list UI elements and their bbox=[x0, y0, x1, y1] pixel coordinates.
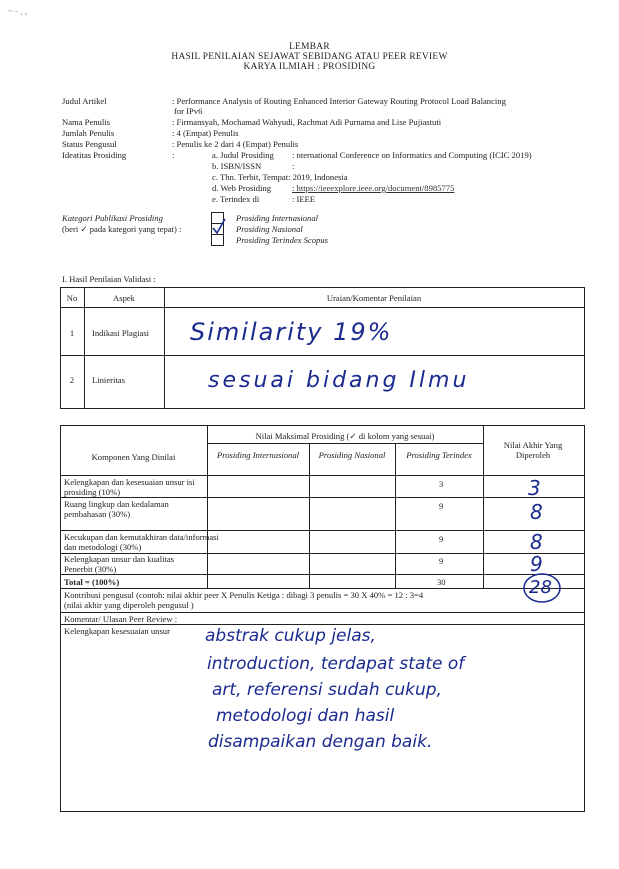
komentar-line5: disampaikan dengan baik. bbox=[208, 732, 433, 752]
komentar-sub: Kelengkapan kesesuaian unsur bbox=[64, 626, 170, 636]
nilai-sub-nasional: Prosiding Nasional bbox=[318, 450, 386, 460]
nilai-sub-terindex: Prosiding Terindex bbox=[406, 450, 472, 460]
option-terindex-scopus: Prosiding Terindex Scopus bbox=[236, 235, 328, 245]
value-nama-penulis: : Firmansyah, Mochamad Wahyudi, Rachmat Adi Purnama and Lise Pujiastuti bbox=[172, 117, 442, 127]
sub-key-b: b. ISBN/ISSN bbox=[212, 161, 262, 171]
nilai-row1-komponen: Kelengkapan dan kesesuaian unsur isi prosiding (10%) bbox=[64, 477, 195, 497]
value-jumlah-penulis: : 4 (Empat) Penulis bbox=[172, 128, 239, 138]
komentar-line4: metodologi dan hasil bbox=[216, 706, 395, 726]
sub-key-c: c. Thn. Terbit, Tempat: 2019, Indonesia bbox=[212, 172, 348, 182]
label-judul: Judul Artikel bbox=[62, 96, 107, 106]
validasi-row2-no: 2 bbox=[69, 375, 75, 385]
nilai-col-maks: Nilai Maksimal Prosiding (✓ di kolom yang sesuai) bbox=[255, 431, 435, 441]
label-jumlah-penulis: Jumlah Penulis bbox=[62, 128, 115, 138]
handwritten-linieritas: sesuai bidang Ilmu bbox=[208, 368, 470, 393]
checkbox-terindex-scopus[interactable] bbox=[211, 234, 224, 246]
nilai-row1-akhir: 3 bbox=[528, 476, 541, 500]
validasi-col-aspek: Aspek bbox=[113, 293, 135, 303]
kontribusi-text2: (nilai akhir yang diperoleh pengusul ) bbox=[64, 600, 194, 610]
validasi-row1-aspek: Indikasi Plagiasi bbox=[92, 328, 150, 338]
nilai-total-terindex: 30 bbox=[437, 577, 446, 587]
nilai-row1-terindex: 3 bbox=[439, 479, 444, 489]
nilai-col-akhir: Nilai Akhir Yang Diperoleh bbox=[503, 440, 563, 460]
sub-val-b: : bbox=[292, 161, 295, 171]
value-judul-cont: for IPv6 bbox=[174, 106, 203, 116]
header-line1: LEMBAR bbox=[289, 42, 330, 52]
nilai-row2-terindex: 9 bbox=[439, 501, 444, 511]
validasi-title: I. Hasil Penilaian Validasi : bbox=[62, 274, 156, 284]
nilai-row4-komponen: Kelengkapan unsur dan kualitas Penerbit (30%) bbox=[64, 554, 175, 574]
label-status: Status Pengusul bbox=[62, 139, 117, 149]
sub-val-e: : IEEE bbox=[292, 194, 316, 204]
value-judul: : Performance Analysis of Routing Enhanced Interior Gateway Routing Protocol Load Balancing bbox=[172, 96, 506, 106]
sub-key-e: e. Terindex di bbox=[212, 194, 260, 204]
validasi-row2-aspek: Linieritas bbox=[92, 375, 125, 385]
komentar-line3: art, referensi sudah cukup, bbox=[212, 680, 442, 700]
komentar-label: Komentar/ Ulasan Peer Review : bbox=[64, 614, 178, 624]
value-status: : Penulis ke 2 dari 4 (Empat) Penulis bbox=[172, 139, 299, 149]
web-prosiding-link[interactable]: : https://ieeexplore.ieee.org/document/8985775 bbox=[292, 183, 455, 193]
sub-val-a: : nternational Conference on Informatics and Computing (ICIC 2019) bbox=[292, 150, 532, 160]
validasi-row1-no: 1 bbox=[69, 328, 75, 338]
option-internasional: Prosiding Internasional bbox=[236, 213, 319, 223]
nilai-sub-internasional: Prosiding Internasional bbox=[216, 450, 300, 460]
label-identitas: Ideatitas Prosiding bbox=[62, 150, 127, 160]
header-line2: HASIL PENILAIAN SEJAWAT SEBIDANG ATAU PEER REVIEW bbox=[171, 52, 448, 62]
kategori-instruction: (beri ✓ pada kategori yang tepat) : bbox=[62, 224, 182, 234]
validasi-col-no: No bbox=[66, 293, 78, 303]
kontribusi-text: Kontribusi pengusul (contoh: nilai akhir peer X Penulis Ketiga : dibagi 3 penulis = 30 X 40% = 12 : 3=4 bbox=[64, 590, 424, 600]
identitas-colon: : bbox=[172, 150, 175, 160]
nilai-col-komponen: Komponen Yang Dinilai bbox=[91, 452, 176, 462]
kategori-label: Kategori Publikasi Prosiding bbox=[62, 213, 163, 223]
corner-mark: ~ - , , bbox=[8, 6, 28, 16]
sub-key-d: d. Web Prosiding bbox=[212, 183, 272, 193]
label-nama-penulis: Nama Penulis bbox=[62, 117, 110, 127]
option-nasional: Prosiding Nasional bbox=[236, 224, 303, 234]
nilai-row4-terindex: 9 bbox=[439, 556, 444, 566]
validasi-col-uraian: Uraian/Komentar Penilaian bbox=[326, 293, 422, 303]
nilai-row3-akhir: 8 bbox=[530, 530, 543, 554]
handwritten-similarity: Similarity 19% bbox=[190, 318, 393, 346]
sub-key-a: a. Judul Prosiding bbox=[212, 150, 274, 160]
header-line3: KARYA ILMIAH : PROSIDING bbox=[243, 62, 376, 72]
nilai-row3-komponen: Kecukupan dan kemutakhiran data/informasi dan metodologi (30%) bbox=[64, 532, 219, 552]
nilai-row2-akhir: 8 bbox=[530, 500, 543, 524]
nilai-row3-terindex: 9 bbox=[439, 534, 444, 544]
nilai-row4-akhir: 9 bbox=[530, 552, 543, 576]
komentar-line1: abstrak cukup jelas, bbox=[205, 626, 376, 646]
nilai-total-label: Total = (100%) bbox=[64, 577, 120, 587]
nilai-row2-komponen: Ruang lingkup dan kedalaman pembahasan (30%) bbox=[64, 499, 169, 519]
nilai-total-akhir: 28 bbox=[529, 577, 552, 598]
komentar-line2: introduction, terdapat state of bbox=[207, 654, 465, 674]
